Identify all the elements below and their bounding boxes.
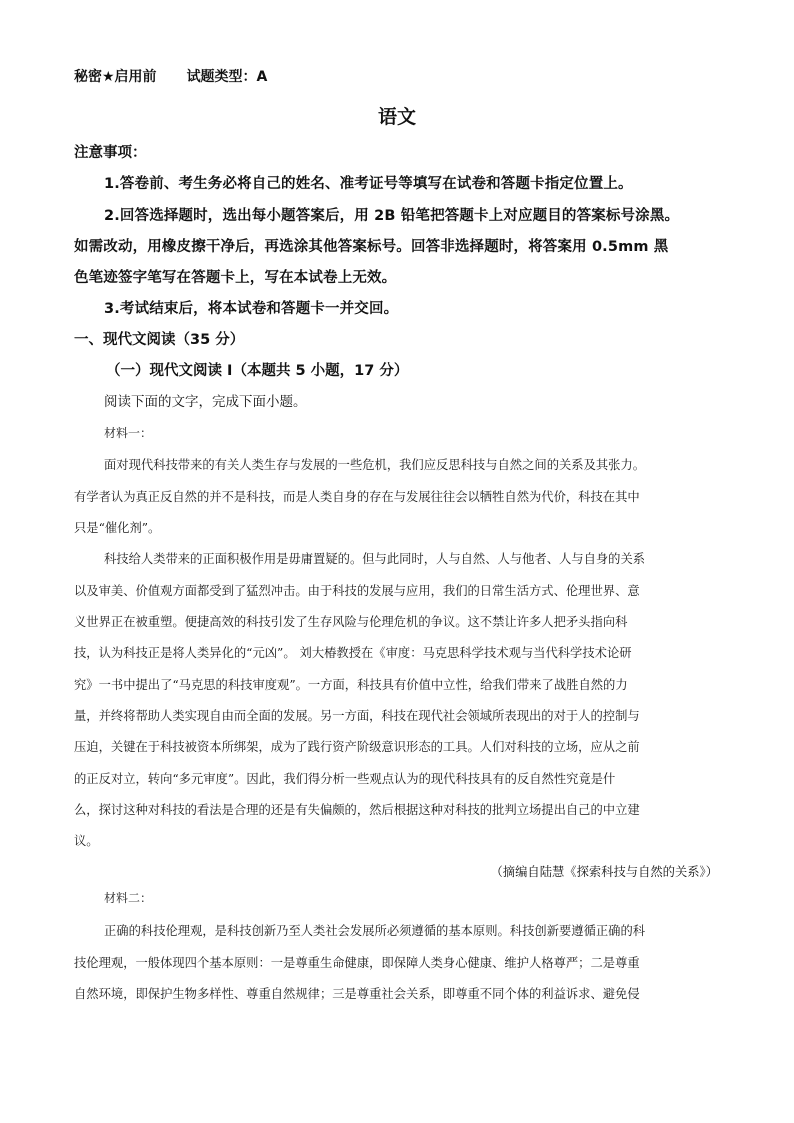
material-2-label: 材料二： <box>104 891 153 905</box>
material-1-line: 究》一书中提出了“马克思的科技审度观”。一方面，科技具有价值中立性，给我们带来了战胜自然的力 <box>74 678 628 692</box>
material-2-line: 技伦理观，一般体现四个基本原则：一是尊重生命健康，即保障人类身心健康、维护人格尊严；二是尊重 <box>74 956 640 970</box>
section-heading: 一、现代文阅读（35 分） <box>74 332 245 348</box>
material-2-line: 自然环境，即保护生物多样性、尊重自然规律；三是尊重社会关系，即尊重不同个体的利益诉求、避免侵 <box>74 987 640 1001</box>
notice-heading: 注意事项： <box>74 145 147 161</box>
material-1-line: 面对现代科技带来的有关人类生存与发展的一些危机，我们应反思科技与自然之间的关系及其张力。 <box>104 458 646 472</box>
material-1-source: （摘编自陆慧《探索科技与自然的关系》） <box>490 865 718 879</box>
material-1-line: 么，探讨这种对科技的看法是合理的还是有失偏颇的，然后根据这种对科技的批判立场提出自己的中立建 <box>74 803 640 817</box>
exam-header <box>74 66 267 86</box>
material-1-line: 的正反对立，转向“多元审度”。因此，我们得分析一些观点认为的现代科技具有的反自然性究竟是什 <box>74 772 616 786</box>
notice-item-1: 1.答卷前、考生务必将自己的姓名、准考证号等填写在试卷和答题卡指定位置上。 <box>104 176 633 192</box>
material-1-line: 有学者认为真正反自然的并不是科技，而是人类自身的存在与发展往往会以牺牲自然为代价，科技在其中 <box>74 490 640 504</box>
material-1-line: 只是“催化剂”。 <box>74 521 161 535</box>
material-1-line: 义世界正在被重塑。便捷高效的科技引发了生存风险与伦理危机的争议。这不禁让许多人把矛头指向科 <box>74 615 628 629</box>
notice-item-3: 3.考试结束后，将本试卷和答题卡一并交回。 <box>104 301 399 317</box>
material-1-line: 技，认为科技正是将人类异化的“元凶”。 刘大椿教授在《审度：马克思科学技术观与当代科学技术论研 <box>74 646 632 660</box>
notice-item-2-line-3: 色笔迹签字笔写在答题卡上，写在本试卷上无效。 <box>74 270 397 286</box>
material-1-line: 量，并终将帮助人类实现自由而全面的发展。另一方面，科技在现代社会领域所表现出的对于人的控制与 <box>74 709 640 723</box>
confidential-label: 秘密★启用前 <box>74 69 157 85</box>
material-1-line: 压迫，关键在于科技被资本所绑架，成为了践行资产阶级意识形态的工具。人们对科技的立场，应从之前 <box>74 740 640 754</box>
notice-item-2-line-2: 如需改动，用橡皮擦干净后，再选涂其他答案标号。回答非选择题时，将答案用 0.5mm 黑 <box>74 239 669 255</box>
material-2-line: 正确的科技伦理观，是科技创新乃至人类社会发展所必须遵循的基本原则。科技创新要遵循正确的科 <box>104 924 646 938</box>
material-1-line: 议。 <box>74 834 99 848</box>
subsection-heading: （一）现代文阅读 I（本题共 5 小题，17 分） <box>106 363 409 379</box>
notice-item-2-line-1: 2.回答选择题时，选出每小题答案后，用 2B 铅笔把答题卡上对应题目的答案标号涂黑。 <box>104 208 680 224</box>
reading-instruction: 阅读下面的文字，完成下面小题。 <box>104 394 307 410</box>
exam-type-label: 试题类型：A <box>186 69 268 85</box>
material-1-label: 材料一： <box>104 426 153 440</box>
material-1-line: 以及审美、价值观方面都受到了猛烈冲击。由于科技的发展与应用，我们的日常生活方式、伦理世界、意 <box>74 584 640 598</box>
material-1-line: 科技给人类带来的正面积极作用是毋庸置疑的。但与此同时，人与自然、人与他者、人与自身的关系 <box>104 552 646 566</box>
page-title: 语文 <box>377 106 416 128</box>
